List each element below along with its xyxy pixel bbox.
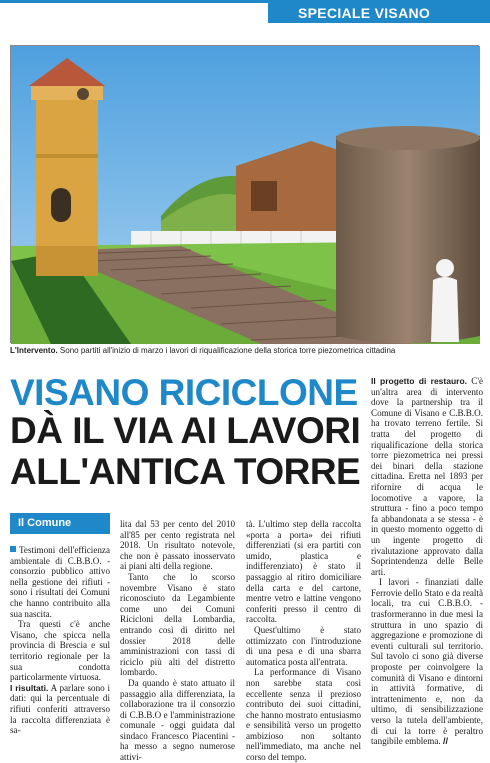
- column-4: [371, 376, 483, 747]
- end-mark: //: [442, 736, 449, 747]
- paragraph: lita dal 53 per cento del 2010 all'85 per cento registrata nel 2018. Un risultato notevole, che non è passato inosservato ai piani alti della regione.: [120, 519, 235, 572]
- column-1: [10, 545, 110, 736]
- column-2: [120, 519, 235, 763]
- subhead: I risultati.: [10, 682, 49, 693]
- paragraph: Quest'ultimo è stato ottimizzato con l'introduzione di una pesa e di una sbarra automatica posta all'entrata.: [246, 624, 361, 667]
- paragraph: [371, 376, 483, 577]
- headline-line-1: VISANO RICICLONE: [10, 372, 358, 413]
- paragraph: tà. L'ultimo step della raccolta «porta a porta» dei rifiuti differenziati (si era partiti con umido, plastica e indifferenziato) è stato il passaggio al ritiro domiciliare della carta e del cartone, mentre vetro e lattine vengono conferiti presso il centro di raccolta.: [246, 519, 361, 625]
- paragraph-text: Testimoni dell'efficienza ambientale di C.B.B.O. - consorzio pubblico attivo nella gestione dei rifiuti - sono i risultati dei Comuni che hanno contribuito alla sua nascita.: [10, 545, 110, 619]
- headline-line-2: DÀ IL VIA AI LAVORI: [10, 410, 361, 451]
- paragraph: [10, 683, 110, 736]
- section-label: Il Comune: [10, 513, 110, 534]
- subhead: Il progetto di restauro.: [371, 376, 468, 386]
- paragraph: Da quando è stato attuato il passaggio alla differenziata, la collaborazione tra il consorzio di C.B.B.O e l'amministrazione comunale - oggi guidata dal sindaco Francesco Piacentini - ha messo a segno numerose attivi-: [120, 677, 235, 763]
- photo-caption: [10, 346, 480, 356]
- column-3: [246, 519, 361, 763]
- article-photo: [10, 45, 479, 343]
- paragraph: Tra questi c'è anche Visano, che spicca nella provincia di Brescia e sul territorio regionale per la sua condotta particolarmente virtuosa.: [10, 619, 110, 683]
- paragraph-text: C'è un'altra area di intervento dove la partnership tra il Comune di Visano e C.B.B.O. ha trovato terreno fertile. Si tratta del progetto di riqualificazione della storica torre piezometrica nei pressi dei binari della stazione cittadina. Eretta nel 1893 per rifornire di acqua le locomotive a vapore, la struttura - fino a poco tempo fa abbandonata a se stessa - è in questo momento oggetto di un ingente progetto di rivalutazione approvato dalla Soprintendenza delle Belle arti.: [371, 376, 483, 577]
- bullet-icon: [10, 546, 16, 552]
- headline-line-3: ALL'ANTICA TORRE: [10, 451, 361, 492]
- paragraph: Tanto che lo scorso novembre Visano è stato riconosciuto da Legambiente come uno dei Comuni Ricicloni della Lombardia, entrando così di diritto nel dossier 2018 delle amministrazioni con tassi di riciclo più alti del distretto lombardo.: [120, 571, 235, 678]
- paragraph: La performance di Visano non sarebbe stata così eccellente senza il prezioso contributo dei suoi cittadini, che hanno mostrato entusiasmo e sensibilità verso un progetto ambizioso non soltanto nell'immediato, ma anche nel corso del tempo.: [246, 667, 361, 763]
- paragraph: [371, 577, 483, 747]
- caption-text: Sono partiti all'inizio di marzo i lavori di riqualificazione della storica torre piezometrica cittadina: [59, 346, 396, 355]
- paragraph-text: A parlare sono i dati: qui la percentuale di rifiuti conferiti attraverso la raccolta differenziata è sa-: [10, 682, 110, 736]
- section-banner: SPECIALE VISANO: [268, 3, 490, 23]
- paragraph: [10, 545, 110, 619]
- paragraph-text: I lavori - finanziati dalle Ferrovie dello Stato e da realtà locali, tra cui C.B.B.O. - trasformeranno in due mesi la struttura in uno spazio di aggregazione e promozione di eventi culturali sul territorio. Sul tavolo ci sono già diverse proposte per coinvolgere la comunità di Visano e dintorni in attività formative, di intrattenimento e, non da ultimo, di sensibilizzazione verso la tutela dell'ambiente, di cui la torre è peraltro tangibile emblema.: [371, 577, 483, 747]
- caption-lead: L'Intervento.: [10, 346, 58, 355]
